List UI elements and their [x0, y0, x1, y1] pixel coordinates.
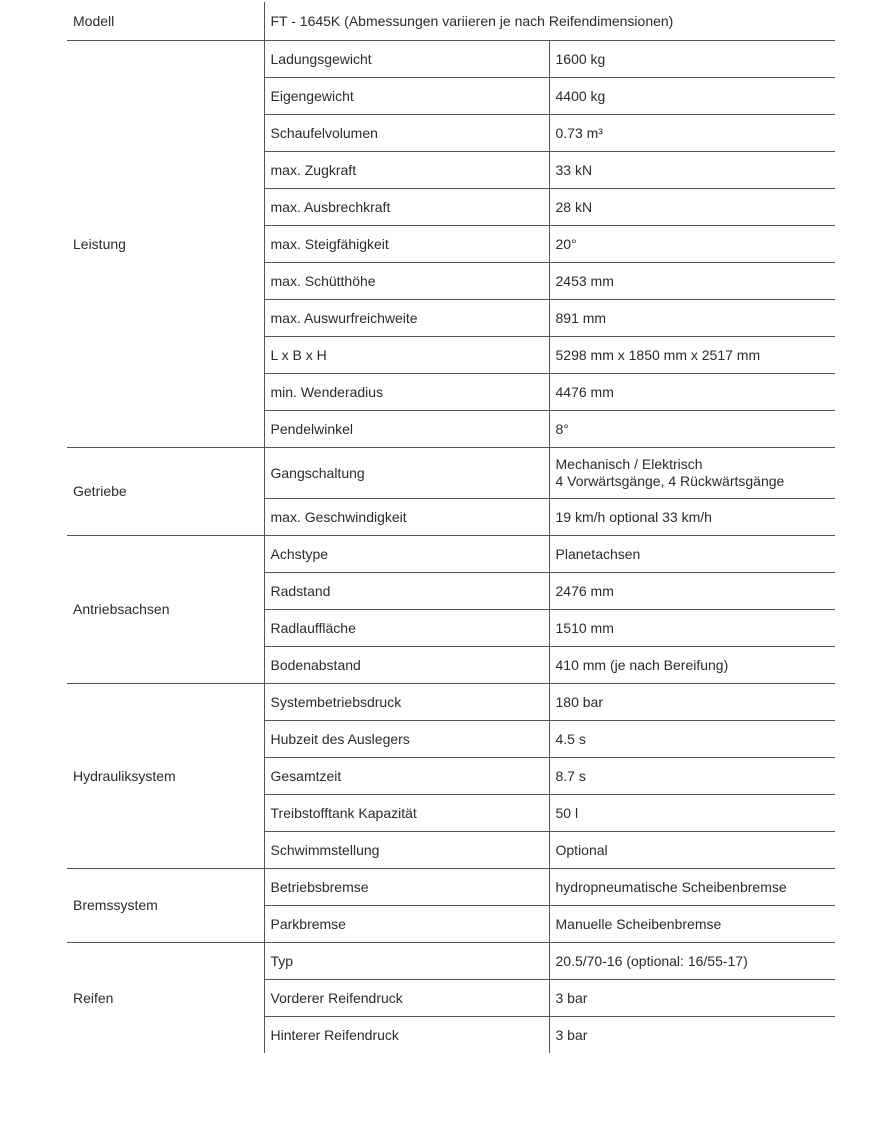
spec-row [67, 536, 835, 573]
spec-value: 4476 mm [549, 374, 835, 411]
spec-value: 50 l [549, 795, 835, 832]
spec-label: max. Auswurfreichweite [264, 300, 549, 337]
category-label: Hydrauliksystem [67, 684, 264, 869]
model-label: Modell [67, 2, 264, 41]
model-row [67, 2, 835, 41]
spec-label: L x B x H [264, 337, 549, 374]
spec-label: Hinterer Reifendruck [264, 1017, 549, 1054]
category-label: Getriebe [67, 448, 264, 536]
spec-row [67, 684, 835, 721]
spec-label: Schaufelvolumen [264, 115, 549, 152]
spec-value: 1510 mm [549, 610, 835, 647]
spec-value: Manuelle Scheibenbremse [549, 906, 835, 943]
spec-label: Bodenabstand [264, 647, 549, 684]
spec-label: Eigengewicht [264, 78, 549, 115]
spec-value: 19 km/h optional 33 km/h [549, 499, 835, 536]
spec-table-body [67, 2, 835, 1053]
spec-label: Typ [264, 943, 549, 980]
spec-value: 0.73 m³ [549, 115, 835, 152]
spec-label: Gesamtzeit [264, 758, 549, 795]
spec-label: Treibstofftank Kapazität [264, 795, 549, 832]
category-label: Bremssystem [67, 869, 264, 943]
spec-value-line: 4 Vorwärtsgänge, 4 Rückwärtsgänge [555, 473, 785, 489]
spec-table [67, 2, 835, 1053]
spec-value: 3 bar [549, 980, 835, 1017]
category-label: Antriebsachsen [67, 536, 264, 684]
spec-value: 8° [549, 411, 835, 448]
spec-label: Radlauffläche [264, 610, 549, 647]
spec-label: Schwimmstellung [264, 832, 549, 869]
category-label: Reifen [67, 943, 264, 1054]
spec-value: 410 mm (je nach Bereifung) [549, 647, 835, 684]
spec-value: 3 bar [555, 1026, 588, 1043]
category-label: Leistung [67, 41, 264, 448]
spec-value: 4.5 s [549, 721, 835, 758]
spec-value: 4400 kg [549, 78, 835, 115]
spec-label: Achstype [264, 536, 549, 573]
spec-value: 1600 kg [549, 41, 835, 78]
spec-label: Parkbremse [264, 906, 549, 943]
spec-label: Radstand [264, 573, 549, 610]
spec-value: 5298 mm x 1850 mm x 2517 mm [549, 337, 835, 374]
spec-label: min. Wenderadius [264, 374, 549, 411]
spec-label: Pendelwinkel [264, 411, 549, 448]
spec-label: max. Steigfähigkeit [264, 226, 549, 263]
spec-label: max. Schütthöhe [264, 263, 549, 300]
spec-value-line: Mechanisch / Elektrisch [555, 456, 703, 472]
spec-value: 2476 mm [549, 573, 835, 610]
spec-row [67, 448, 835, 499]
spec-value: Planetachsen [549, 536, 835, 573]
spec-value: 20.5/70-16 (optional: 16/55-17) [549, 943, 835, 980]
spec-label: Gangschaltung [264, 448, 549, 499]
spec-label: max. Geschwindigkeit [264, 499, 549, 536]
spec-value: 180 bar [549, 684, 835, 721]
spec-value: Optional [549, 832, 835, 869]
spec-value: 891 mm [549, 300, 835, 337]
spec-label: Ladungsgewicht [264, 41, 549, 78]
spec-value: 28 kN [549, 189, 835, 226]
spec-value [549, 448, 835, 499]
spec-label: Betriebsbremse [264, 869, 549, 906]
spec-value: 2453 mm [549, 263, 835, 300]
spec-label: Systembetriebsdruck [264, 684, 549, 721]
spec-label: max. Zugkraft [264, 152, 549, 189]
spec-label: max. Ausbrechkraft [264, 189, 549, 226]
spec-row [67, 869, 835, 906]
spec-value: 20° [549, 226, 835, 263]
spec-row [67, 41, 835, 78]
spec-value: 8.7 s [549, 758, 835, 795]
spec-value: 33 kN [549, 152, 835, 189]
spec-label: Vorderer Reifendruck [264, 980, 549, 1017]
model-value: FT - 1645K (Abmessungen variieren je nach Reifendimensionen) [264, 2, 835, 41]
spec-row [67, 943, 835, 980]
spec-label: Hubzeit des Auslegers [264, 721, 549, 758]
spec-value: hydropneumatische Scheibenbremse [549, 869, 835, 906]
